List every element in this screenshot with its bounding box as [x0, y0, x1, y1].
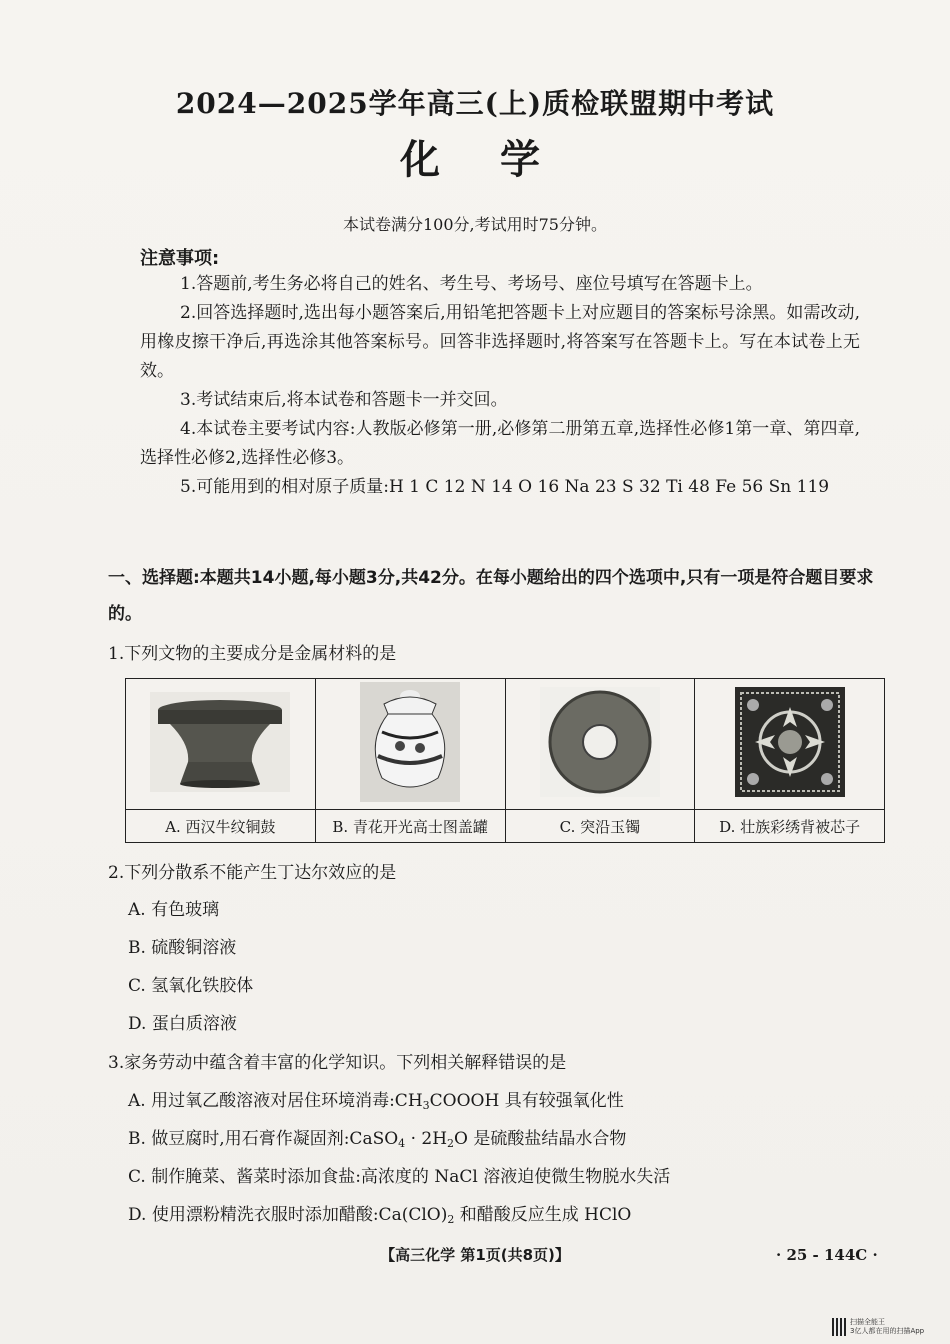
- scanner-label: [850, 1318, 924, 1336]
- exam-title: 2024—2025学年高三(上)质检联盟期中考试: [175, 87, 775, 120]
- option-d-caption: D. 壮族彩绣背被芯子: [695, 810, 885, 843]
- option-c-caption: C. 突沿玉镯: [505, 810, 695, 843]
- artifact-b-cell: [315, 679, 505, 810]
- notes-heading: 注意事项:: [140, 248, 220, 269]
- artifact-table: [125, 678, 885, 843]
- scanner-tagline: 3亿人都在用的扫描App: [850, 1327, 925, 1335]
- option-b-text-end: O 是硫酸盐结晶水合物: [454, 1129, 627, 1149]
- section-1-heading: 一、选择题:本题共14小题,每小题3分,共42分。在每小题给出的四个选项中,只有一项是符合题目要求的。: [108, 568, 874, 624]
- scanner-watermark: [832, 1318, 942, 1340]
- subscript: 3: [422, 1099, 430, 1112]
- page-footer: 【高三化学 第1页(共8页)】: [380, 1246, 570, 1264]
- jade-bracelet-image: [540, 687, 660, 797]
- option-a-caption: A. 西汉牛纹铜鼓: [126, 810, 316, 843]
- option-b-caption: B. 青花开光高士图盖罐: [315, 810, 505, 843]
- artifact-c-cell: [505, 679, 695, 810]
- artifact-a-cell: [126, 679, 316, 810]
- question-2-option-d: D. 蛋白质溶液: [128, 1014, 237, 1034]
- option-d-text: D. 使用漂粉精洗衣服时添加醋酸:Ca(ClO): [128, 1205, 448, 1225]
- note-item-3: 3.考试结束后,将本试卷和答题卡一并交回。: [180, 390, 508, 410]
- question-2-option-c: C. 氢氧化铁胶体: [128, 976, 254, 996]
- subscript: 4: [398, 1137, 406, 1150]
- question-2-option-b: B. 硫酸铜溶液: [128, 938, 237, 958]
- question-3-option-d: [128, 1202, 631, 1233]
- option-a-text: A. 用过氧乙酸溶液对居住环境消毒:CH: [128, 1091, 423, 1111]
- subscript: 2: [447, 1137, 455, 1150]
- option-d-text-end: 和醋酸反应生成 HClO: [454, 1205, 632, 1225]
- question-1-stem: 1.下列文物的主要成分是金属材料的是: [108, 644, 397, 664]
- question-3-stem: 3.家务劳动中蕴含着丰富的化学知识。下列相关解释错误的是: [108, 1053, 567, 1073]
- question-3-option-b: [128, 1126, 626, 1157]
- subscript: 2: [447, 1213, 455, 1226]
- note-item-4: 4.本试卷主要考试内容:人教版必修第一册,必修第二册第五章,选择性必修1第一章、第四章,选择性必修2,选择性必修3。: [140, 419, 860, 468]
- note-item-5: 5.可能用到的相对原子质量:H 1 C 12 N 14 O 16 Na 23 S 32 Ti 48 Fe 56 Sn 119: [180, 477, 830, 497]
- question-2-option-a: A. 有色玻璃: [128, 900, 220, 920]
- bronze-drum-image: [150, 692, 290, 792]
- option-a-text-end: COOOH 具有较强氧化性: [429, 1091, 624, 1111]
- option-b-text: B. 做豆腐时,用石膏作凝固剂:CaSO: [128, 1129, 399, 1149]
- qr-code-icon: [832, 1318, 846, 1336]
- question-3-option-a: [128, 1088, 624, 1119]
- artifact-d-cell: [695, 679, 885, 810]
- porcelain-jar-image: [360, 682, 460, 802]
- note-item-2: 2.回答选择题时,选出每小题答案后,用铅笔把答题卡上对应题目的答案标号涂黑。如需改动,用橡皮擦干净后,再选涂其他答案标号。回答非选择题时,将答案写在答题卡上。写在本试卷上无效。: [140, 303, 860, 381]
- subject-title: 化学: [400, 136, 600, 183]
- question-3-option-c: C. 制作腌菜、酱菜时添加食盐:高浓度的 NaCl 溶液迫使微生物脱水失活: [128, 1167, 671, 1187]
- embroidery-image: [735, 687, 845, 797]
- exam-info: 本试卷满分100分,考试用时75分钟。: [343, 215, 607, 234]
- exam-code: · 25 - 144C ·: [776, 1246, 878, 1264]
- note-item-1: 1.答题前,考生务必将自己的姓名、考生号、考场号、座位号填写在答题卡上。: [180, 274, 763, 294]
- scanner-name: 扫描全能王: [850, 1318, 885, 1326]
- question-2-stem: 2.下列分散系不能产生丁达尔效应的是: [108, 863, 397, 883]
- option-b-text-mid: · 2H: [405, 1129, 448, 1149]
